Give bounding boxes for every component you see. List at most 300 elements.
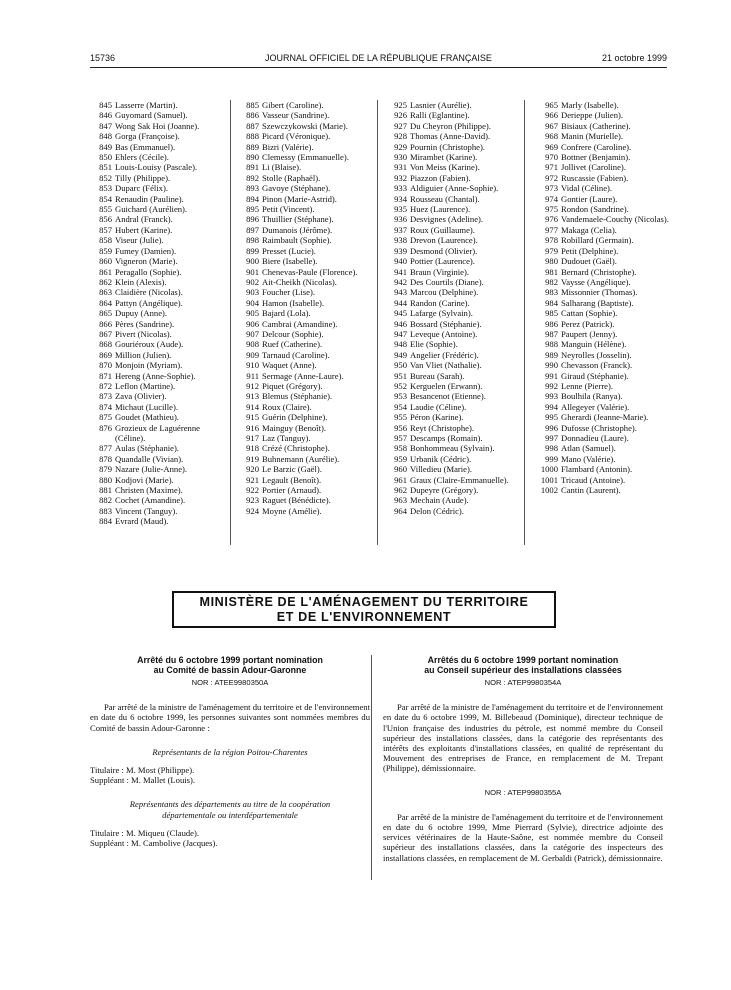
entry-name: Paupert (Jenny). [561, 328, 618, 339]
entry-number: 991 [545, 370, 558, 381]
entry-number: 987 [545, 328, 558, 339]
list-item [237, 100, 377, 110]
list-item [237, 173, 377, 183]
list-item [385, 235, 525, 245]
ministry-line-1: MINISTÈRE DE L'AMÉNAGEMENT DU TERRITOIRE [199, 595, 529, 609]
entry-number: 903 [246, 287, 259, 298]
list-item [90, 131, 230, 141]
list-item [237, 267, 377, 277]
list-item [237, 506, 377, 516]
entry-number: 966 [545, 110, 558, 121]
list-item [90, 162, 230, 172]
list-item [532, 173, 672, 183]
list-item [532, 246, 672, 256]
entry-name: Pinon (Marie-Astrid). [262, 193, 337, 204]
entry-name: Gouriéroux (Aude). [115, 339, 184, 350]
ministry-line-2: ET DE L'ENVIRONNEMENT [276, 610, 452, 624]
entry-number: 958 [394, 443, 407, 454]
entry-number: 932 [394, 172, 407, 183]
entry-name: Cochet (Amandine). [115, 495, 186, 506]
entry-name: Mainguy (Benoît). [262, 422, 326, 433]
entry-number: 890 [246, 152, 259, 163]
decree-left-paragraph: Par arrêté de la ministre de l'aménagement du territoire et de l'environnement en date du 6 octobre 1999, les personnes suivantes sont nommées membres du Comité de bassin Adour-Garonne : [90, 702, 370, 733]
entry-name: Clemessy (Emmanuelle). [262, 152, 349, 163]
list-item [90, 225, 230, 235]
entry-number: 892 [246, 172, 259, 183]
list-item [90, 298, 230, 308]
list-item [385, 204, 525, 214]
list-item [385, 319, 525, 329]
entry-name: Laz (Tanguy). [262, 433, 311, 443]
entry-number: 857 [99, 224, 112, 235]
list-item [385, 412, 525, 422]
list-item [532, 100, 672, 110]
entry-number: 886 [246, 110, 259, 121]
list-item [90, 319, 230, 329]
entry-number: 869 [99, 349, 112, 360]
list-item [237, 402, 377, 412]
list-item [237, 110, 377, 120]
entry-number: 949 [394, 349, 407, 360]
entry-number: 866 [99, 318, 112, 329]
entry-name: Elie (Sophie). [410, 339, 458, 350]
entry-number: 910 [246, 360, 259, 371]
column-divider [377, 100, 378, 545]
list-item [237, 381, 377, 391]
entry-name: Petit (Vincent). [262, 204, 315, 215]
entry-number: 868 [99, 339, 112, 350]
entry-number: 882 [99, 495, 112, 506]
entry-name: Aldiguier (Anne-Sophie). [410, 183, 499, 194]
entry-name: Moyne (Amélie). [262, 505, 322, 516]
list-item [532, 214, 672, 224]
entry-name: Gavoye (Stéphane). [262, 183, 331, 194]
list-item [385, 371, 525, 381]
entry-number: 954 [394, 401, 407, 412]
entry-number: 965 [545, 100, 558, 110]
list-item [532, 464, 672, 474]
entry-number: 948 [394, 339, 407, 350]
entry-number: 849 [99, 141, 112, 152]
entry-number: 979 [545, 245, 558, 256]
list-item [237, 339, 377, 349]
entry-name: Desmond (Olivier). [410, 245, 478, 256]
entry-number: 982 [545, 276, 558, 287]
entry-number: 858 [99, 235, 112, 246]
column-divider [524, 100, 525, 545]
entry-number: 963 [394, 495, 407, 506]
list-item [90, 506, 230, 516]
entry-name: Besancenot (Etienne). [410, 391, 486, 402]
entry-name: Guyomard (Samuel). [115, 110, 188, 121]
list-item [237, 371, 377, 381]
list-item [237, 391, 377, 401]
entry-number: 905 [246, 308, 259, 319]
list-item [532, 287, 672, 297]
entry-name: Urbanik (Cédric). [410, 453, 472, 464]
entry-number: 923 [246, 495, 259, 506]
decree-left-title: Arrêté du 6 octobre 1999 portant nomination au Comité de bassin Adour-Garonne [137, 655, 323, 675]
entry-number: 956 [394, 422, 407, 433]
entry-number: 904 [246, 297, 259, 308]
entry-name: Roux (Claire). [262, 401, 312, 412]
list-item [532, 485, 672, 495]
entry-name: Hereng (Anne-Sophie). [115, 370, 196, 381]
page-number: 15736 [90, 53, 116, 63]
entry-number: 901 [246, 266, 259, 277]
entry-name: Foucher (Lise). [262, 287, 315, 298]
entry-name: Louis-Louisy (Pascale). [115, 162, 198, 173]
entry-name: Donnadieu (Laure). [561, 433, 629, 443]
entry-name: Villedieu (Marie). [410, 464, 473, 475]
entry-name: Bottner (Benjamin). [561, 152, 631, 163]
entry-number: 899 [246, 245, 259, 256]
list-item [237, 464, 377, 474]
list-item [385, 308, 525, 318]
entry-number: 848 [99, 131, 112, 142]
entry-name: Mano (Valérie). [561, 453, 616, 464]
list-item [90, 371, 230, 381]
entry-number: 945 [394, 308, 407, 319]
list-item [90, 287, 230, 297]
list-item [90, 100, 230, 110]
entry-name: Thuillier (Stéphane). [262, 214, 334, 225]
nor-reference: NOR : ATEP9980354A [484, 678, 562, 687]
entry-number: 997 [545, 433, 558, 443]
entry-name: Zava (Olivier). [115, 391, 167, 402]
list-item [237, 454, 377, 464]
list-item [532, 391, 672, 401]
entry-number: 968 [545, 131, 558, 142]
entry-number: 853 [99, 183, 112, 194]
entry-number: 964 [394, 505, 407, 516]
entry-number: 871 [99, 370, 112, 381]
entry-number: 921 [246, 474, 259, 485]
decree-left [90, 655, 370, 848]
entry-name: Ruscassie (Fabien). [561, 172, 629, 183]
list-item [532, 412, 672, 422]
list-item [90, 495, 230, 505]
list-item [90, 204, 230, 214]
entry-name: Huez (Laurence). [410, 204, 471, 215]
entry-number: 926 [394, 110, 407, 121]
list-item [90, 267, 230, 277]
entry-name: Leveque (Antoine). [410, 328, 478, 339]
entry-number: 989 [545, 349, 558, 360]
entry-name: Kerguelen (Erwann). [410, 380, 483, 391]
list-item [532, 360, 672, 370]
entry-name: Pottier (Laurence). [410, 256, 475, 267]
titulaire-line: Titulaire : M. Most (Philippe). [90, 765, 195, 776]
entry-number: 861 [99, 266, 112, 277]
entry-number: 891 [246, 162, 259, 173]
entry-name: Bisiaux (Catherine). [561, 120, 631, 131]
entry-number: 978 [545, 235, 558, 246]
entry-name: Vaysse (Angélique). [561, 276, 631, 287]
entry-number: 974 [545, 193, 558, 204]
list-item [532, 194, 672, 204]
entry-name: Portier (Arnaud). [262, 485, 322, 496]
list-item [385, 246, 525, 256]
entry-name: Biere (Isabelle). [262, 256, 318, 267]
list-item [385, 485, 525, 495]
list-item [237, 235, 377, 245]
entry-name: Robillard (Germain). [561, 235, 634, 246]
list-item [90, 350, 230, 360]
entry-name: Cambrai (Amandine). [262, 318, 338, 329]
list-item [385, 225, 525, 235]
entry-name: Fumey (Damien). [115, 245, 177, 256]
entry-name: Makaga (Celia). [561, 224, 617, 235]
list-item [385, 433, 525, 443]
entry-number: 918 [246, 443, 259, 454]
entry-name: Atlan (Samuel). [561, 443, 616, 454]
entry-name: Ehlers (Cécile). [115, 152, 169, 163]
entry-number: 902 [246, 276, 259, 287]
list-item [532, 267, 672, 277]
list-item [237, 485, 377, 495]
list-item [237, 298, 377, 308]
entry-name: Marly (Isabelle). [561, 100, 619, 110]
name-list-column-1 [90, 100, 230, 527]
entry-name: Vincent (Tanguy). [115, 505, 178, 516]
list-item [385, 162, 525, 172]
entry-number: 913 [246, 391, 259, 402]
list-item [90, 464, 230, 474]
column-divider [371, 655, 372, 880]
entry-name: Andral (Franck). [115, 214, 173, 225]
entry-number: 889 [246, 141, 259, 152]
entry-number: 916 [246, 422, 259, 433]
entry-name: Dupuy (Anne). [115, 308, 168, 319]
list-item [237, 287, 377, 297]
list-item [385, 360, 525, 370]
list-item [90, 423, 230, 444]
entry-number: 856 [99, 214, 112, 225]
entry-name: Bonhommeau (Sylvain). [410, 443, 495, 454]
entry-number: 855 [99, 204, 112, 215]
entry-number: 859 [99, 245, 112, 256]
entry-name: Confrere (Caroline). [561, 141, 632, 152]
list-item [237, 319, 377, 329]
entry-number: 930 [394, 152, 407, 163]
list-item [532, 443, 672, 453]
entry-name: Mechain (Aude). [410, 495, 469, 506]
list-item [385, 173, 525, 183]
entry-number: 900 [246, 256, 259, 267]
list-item [90, 121, 230, 131]
suppleant-line: Suppléant : M. Cambolive (Jacques). [90, 838, 218, 849]
entry-number: 922 [246, 485, 259, 496]
entry-name: Derieppe (Julien). [561, 110, 624, 121]
entry-name: Buhnemann (Aurélie). [262, 453, 340, 464]
entry-number: 876 [99, 422, 112, 433]
list-item [90, 329, 230, 339]
entry-number: 862 [99, 276, 112, 287]
entry-number: 957 [394, 433, 407, 443]
entry-number: 955 [394, 412, 407, 423]
entry-number: 883 [99, 505, 112, 516]
entry-name: Raimbault (Sophie). [262, 235, 332, 246]
entry-name: Dumanois (Jérôme). [262, 224, 333, 235]
entry-name: Missonnier (Thomas). [561, 287, 638, 298]
list-item [90, 256, 230, 266]
list-item [385, 423, 525, 433]
entry-number: 888 [246, 131, 259, 142]
entry-number: 939 [394, 245, 407, 256]
entry-name: Bajard (Lola). [262, 308, 311, 319]
entry-number: 928 [394, 131, 407, 142]
list-item [237, 360, 377, 370]
entry-name: Vasseur (Sandrine). [262, 110, 330, 121]
entry-number: 953 [394, 391, 407, 402]
entry-number: 947 [394, 328, 407, 339]
entry-number: 874 [99, 401, 112, 412]
entry-name: Viseur (Julie). [115, 235, 164, 246]
entry-number: 967 [545, 120, 558, 131]
list-item [237, 214, 377, 224]
entry-name: Hamon (Isabelle). [262, 297, 325, 308]
entry-number: 931 [394, 162, 407, 173]
entry-number: 943 [394, 287, 407, 298]
entry-name: Picard (Véronique). [262, 131, 331, 142]
entry-name: Kodjovi (Marie). [115, 474, 174, 485]
section-heading: Représentants de la région Poitou-Charentes [152, 746, 308, 757]
list-item [237, 256, 377, 266]
entry-number: 898 [246, 235, 259, 246]
entry-number: 895 [246, 204, 259, 215]
entry-number: 980 [545, 256, 558, 267]
entry-number: 908 [246, 339, 259, 350]
list-item [532, 433, 672, 443]
list-item [90, 246, 230, 256]
list-item [385, 121, 525, 131]
entry-name: Chenevas-Paule (Florence). [262, 266, 358, 277]
entry-number: 983 [545, 287, 558, 298]
entry-name: Du Cheyron (Philippe). [410, 120, 491, 131]
entry-name: Christen (Maxime). [115, 485, 183, 496]
entry-name: Van Vliet (Nathalie). [410, 360, 482, 371]
entry-number: 934 [394, 193, 407, 204]
list-item [237, 433, 377, 443]
page-header [90, 53, 667, 67]
entry-number: 850 [99, 152, 112, 163]
list-item [90, 214, 230, 224]
entry-name: Dupeyre (Grégory). [410, 485, 479, 496]
entry-name: Gontier (Laure). [561, 193, 618, 204]
entry-number: 999 [545, 453, 558, 464]
entry-number: 845 [99, 100, 112, 110]
header-rule [90, 67, 667, 68]
entry-name: Piazzon (Fabien). [410, 172, 471, 183]
name-list-column-2 [237, 100, 377, 516]
entry-number: 981 [545, 266, 558, 277]
list-item [90, 308, 230, 318]
entry-name: Bureau (Sarah). [410, 370, 465, 381]
entry-name: Salharang (Baptiste). [561, 297, 634, 308]
entry-number: 881 [99, 485, 112, 496]
entry-name: Manguin (Hélène). [561, 339, 627, 350]
list-item [385, 267, 525, 277]
list-item [385, 454, 525, 464]
list-item [237, 183, 377, 193]
entry-name: Quandalle (Vivian). [115, 453, 184, 464]
name-list-column-4 [532, 100, 672, 495]
entry-name: Bizri (Valérie). [262, 141, 314, 152]
entry-number: 946 [394, 318, 407, 329]
entry-number: 847 [99, 120, 112, 131]
journal-title: JOURNAL OFFICIEL DE LA RÉPUBLIQUE FRANÇAISE [265, 53, 492, 63]
entry-name: Mirambet (Karine). [410, 152, 478, 163]
entry-name: Lenne (Pierre). [561, 380, 614, 391]
entry-number: 1001 [540, 474, 558, 485]
list-item [90, 391, 230, 401]
list-item [532, 183, 672, 193]
entry-name: Gorga (Françoise). [115, 131, 180, 142]
entry-name: Wong Sak Hoi (Joanne). [115, 120, 200, 131]
entry-name: Thomas (Anne-David). [410, 131, 491, 142]
entry-name: Goudet (Mathieu). [115, 412, 179, 423]
entry-number: 990 [545, 360, 558, 371]
entry-number: 942 [394, 276, 407, 287]
list-item [532, 298, 672, 308]
name-list-column-3 [385, 100, 525, 516]
entry-number: 976 [545, 214, 558, 225]
entry-name: Descamps (Romain). [410, 433, 483, 443]
list-item [90, 381, 230, 391]
entry-name: Million (Julien). [115, 349, 172, 360]
list-item [532, 204, 672, 214]
list-item [532, 402, 672, 412]
entry-name: Des Courtils (Diane). [410, 276, 484, 287]
entry-name: Cantin (Laurent). [561, 485, 621, 496]
entry-name: Von Meiss (Karine). [410, 162, 480, 173]
entry-name: Rondon (Sandrine). [561, 204, 629, 215]
entry-number: 864 [99, 297, 112, 308]
entry-number: 960 [394, 464, 407, 475]
entry-name: Delcour (Sophie). [262, 328, 324, 339]
entry-number: 851 [99, 162, 112, 173]
entry-name: Bossard (Stéphanie). [410, 318, 482, 329]
entry-number: 887 [246, 120, 259, 131]
entry-name: Hubert (Karine). [115, 224, 173, 235]
list-item [237, 225, 377, 235]
entry-name: Michaut (Lucille). [115, 401, 178, 412]
entry-number: 917 [246, 433, 259, 443]
section-heading: Représentants des départements au titre de la coopération départementale ou interdépartementale [129, 799, 331, 820]
entry-name: Giraud (Stéphanie). [561, 370, 629, 381]
list-item [385, 391, 525, 401]
entry-name: Pattyn (Angélique). [115, 297, 183, 308]
nor-reference: NOR : ATEE9980350A [191, 678, 269, 687]
entry-number: 915 [246, 412, 259, 423]
entry-number: 937 [394, 224, 407, 235]
entry-number: 998 [545, 443, 558, 454]
list-item [90, 110, 230, 120]
entry-number: 870 [99, 360, 112, 371]
entry-name: Pères (Sandrine). [115, 318, 175, 329]
entry-number: 936 [394, 214, 407, 225]
entry-number: 1000 [540, 464, 558, 475]
list-item [237, 204, 377, 214]
list-item [237, 142, 377, 152]
list-item [532, 235, 672, 245]
entry-name: Gherardi (Jeanne-Marie). [561, 412, 649, 423]
entry-name: Cattan (Sophie). [561, 308, 618, 319]
list-item [532, 454, 672, 464]
list-item [385, 100, 525, 110]
list-item [237, 308, 377, 318]
